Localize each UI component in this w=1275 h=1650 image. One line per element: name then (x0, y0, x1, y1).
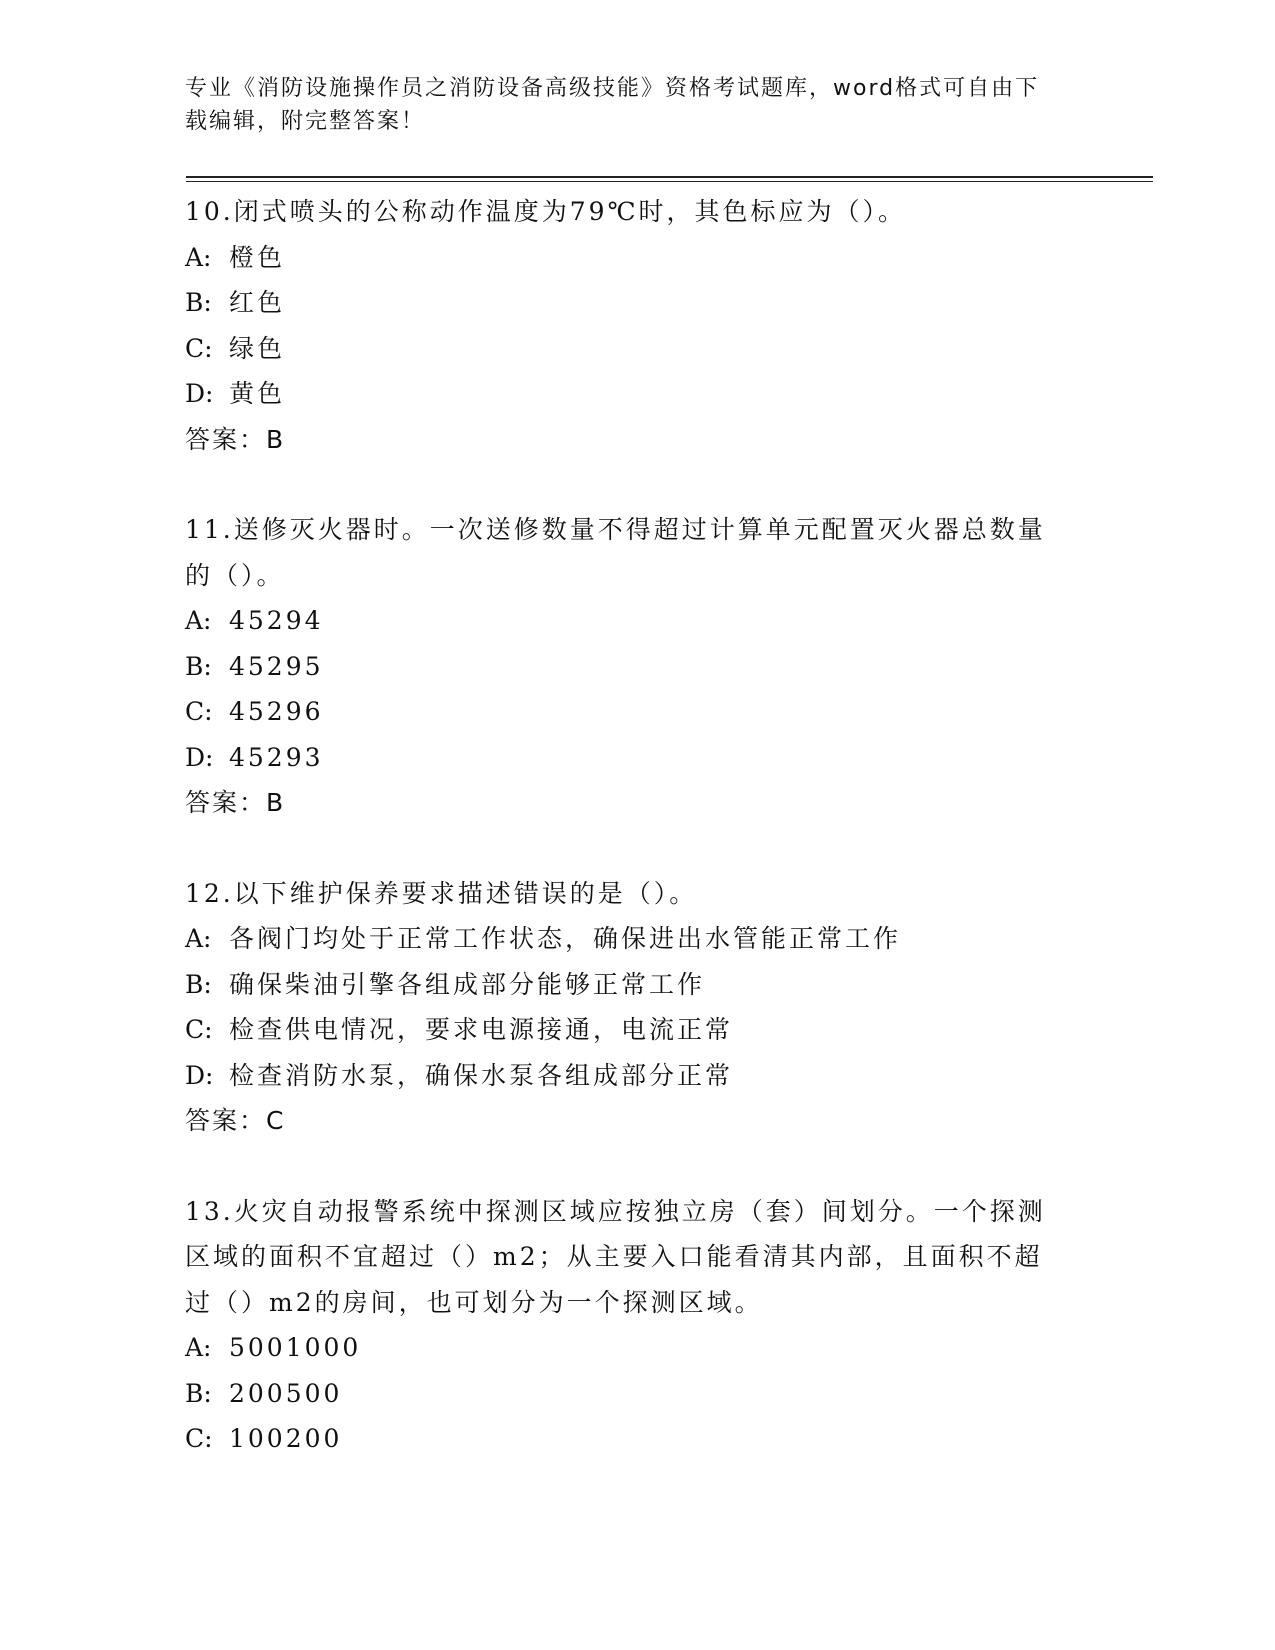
option-text: 确保柴油引擎各组成部分能够正常工作 (229, 969, 706, 999)
question-text-cont: 的（）。 (185, 560, 285, 590)
question-text: 12.以下维护保养要求描述错误的是（）。 (185, 878, 698, 908)
option-text: 红色 (229, 288, 286, 317)
question-text-cont: 过（）m2的房间，也可划分为一个探测区域。 (185, 1287, 763, 1317)
option-text: 5001000 (229, 1333, 362, 1362)
option-a (185, 1325, 1085, 1371)
option-d (185, 1053, 1085, 1099)
option-b (185, 644, 1085, 690)
question-list (185, 189, 1085, 1462)
option-text: 45295 (229, 651, 324, 681)
option-text: 各阀门均处于正常工作状态，确保进出水管能正常工作 (229, 924, 902, 953)
question-text: 10.闭式喷头的公称动作温度为79℃时，其色标应为（）。 (185, 197, 907, 226)
option-text: 45293 (229, 742, 324, 772)
option-text: 黄色 (229, 379, 286, 408)
option-label: B: (185, 969, 212, 999)
option-c (185, 689, 1085, 735)
option-a (185, 916, 1085, 962)
question-spacer (185, 1144, 1085, 1189)
header-divider (186, 176, 1153, 178)
option-b (185, 1371, 1085, 1417)
option-label: D: (185, 1060, 214, 1090)
option-label: B: (185, 1378, 212, 1408)
header-line-1: 专业《消防设施操作员之消防设备高级技能》资格考试题库，word格式可自由下 (185, 76, 1040, 101)
option-a (185, 598, 1085, 644)
option-a (185, 235, 1085, 281)
question-text-cont: 区域的面积不宜超过（）m2；从主要入口能看清其内部，且面积不超 (185, 1242, 1043, 1271)
option-label: D: (185, 379, 214, 408)
option-label: A: (185, 1333, 212, 1362)
option-d (185, 735, 1085, 781)
question-spacer (185, 462, 1085, 507)
answer: 答案：B (185, 788, 286, 817)
option-label: C: (185, 1015, 213, 1044)
option-c (185, 1416, 1085, 1462)
header-divider-thin (186, 181, 1153, 182)
document-header (185, 72, 1065, 138)
option-label: B: (185, 651, 212, 681)
answer: 答案：C (185, 1106, 286, 1135)
question-block (185, 507, 1085, 826)
option-label: A: (185, 924, 212, 953)
option-b (185, 280, 1085, 326)
question-text: 11.送修灭火器时。一次送修数量不得超过计算单元配置灭火器总数量 (185, 515, 1046, 544)
header-line-2: 载编辑，附完整答案！ (185, 109, 426, 134)
option-text: 200500 (229, 1378, 343, 1408)
option-label: A: (185, 242, 212, 272)
option-c (185, 326, 1085, 372)
question-block (185, 1189, 1085, 1462)
option-text: 100200 (229, 1424, 343, 1453)
option-label: C: (185, 1424, 213, 1453)
option-text: 45294 (229, 606, 324, 635)
option-b (185, 962, 1085, 1008)
option-d (185, 371, 1085, 417)
option-text: 检查供电情况，要求电源接通，电流正常 (229, 1015, 734, 1044)
option-label: B: (185, 288, 212, 317)
option-text: 检查消防水泵，确保水泵各组成部分正常 (229, 1060, 734, 1090)
question-text: 13.火灾自动报警系统中探测区域应按独立房（套）间划分。一个探测 (185, 1196, 1046, 1226)
option-label: A: (185, 606, 212, 635)
option-label: C: (185, 333, 213, 363)
answer: 答案：B (185, 424, 286, 454)
option-label: D: (185, 742, 214, 772)
option-text: 橙色 (229, 242, 286, 272)
option-text: 绿色 (229, 333, 286, 363)
question-spacer (185, 826, 1085, 871)
option-text: 45296 (229, 697, 324, 726)
option-label: C: (185, 697, 213, 726)
question-block (185, 871, 1085, 1144)
option-c (185, 1007, 1085, 1053)
question-block (185, 189, 1085, 462)
